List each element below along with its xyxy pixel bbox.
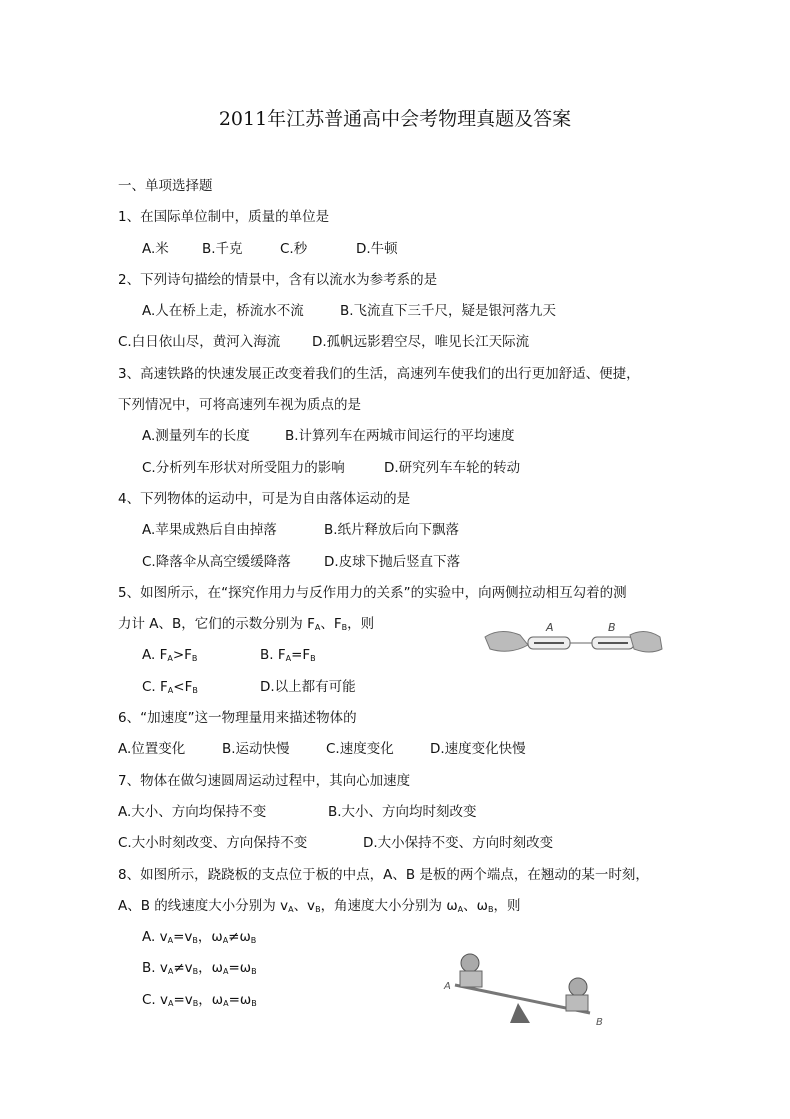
option-b: B.纸片释放后向下飘落 bbox=[324, 522, 460, 539]
spring-scale-figure bbox=[480, 615, 665, 665]
question-2-options-row2 bbox=[118, 327, 678, 358]
option-d: D.皮球下抛后竖直下落 bbox=[324, 553, 461, 570]
option-a: A.米 bbox=[142, 240, 169, 257]
question-2-options-row1 bbox=[118, 296, 678, 327]
question-8-stem-cont: A、B 的线速度大小分别为 $v_A$、$v_B$，角速度大小分别为 $\omega_A$、$\omega_B$，则 bbox=[118, 897, 521, 914]
right-hand-icon bbox=[630, 631, 662, 652]
option-d: D.大小保持不变、方向时刻改变 bbox=[363, 835, 554, 852]
option-c: C.降落伞从高空缓缓降落 bbox=[142, 553, 291, 570]
option-d: D.牛顿 bbox=[356, 240, 398, 257]
option-a: A.大小、方向均保持不变 bbox=[118, 803, 267, 820]
question-6-stem: 6、“加速度”这一物理量用来描述物体的 bbox=[118, 710, 357, 727]
question-6-options bbox=[118, 734, 678, 765]
question-2-stem: 2、下列诗句描绘的情景中，含有以流水为参考系的是 bbox=[118, 271, 438, 288]
question-1-stem: 1、在国际单位制中，质量的单位是 bbox=[118, 209, 330, 226]
figure-label-b: B bbox=[608, 621, 616, 634]
figure-label-b: B bbox=[596, 1017, 603, 1028]
child-a-icon bbox=[461, 954, 479, 972]
option-a: A.测量列车的长度 bbox=[142, 428, 250, 445]
question-4-stem: 4、下列物体的运动中，可是为自由落体运动的是 bbox=[118, 490, 411, 507]
figure-label-a: A bbox=[546, 621, 554, 634]
option-b: B.大小、方向均时刻改变 bbox=[328, 803, 477, 820]
question-4-options-row1 bbox=[118, 515, 678, 546]
question-7-stem: 7、物体在做匀速圆周运动过程中，其向心加速度 bbox=[118, 772, 411, 789]
option-c: C.秒 bbox=[280, 240, 308, 257]
question-list bbox=[118, 171, 678, 1016]
option-b: B. $v_A\ne v_B$，$\omega_A=\omega_B$ bbox=[142, 960, 257, 977]
question-5-stem-cont: 力计 A、B，它们的示数分别为 $F_A$、$F_B$，则 bbox=[118, 616, 375, 633]
option-a: A.位置变化 bbox=[118, 741, 186, 758]
option-d: D.孤帆远影碧空尽，唯见长江天际流 bbox=[312, 334, 530, 351]
option-c: C.速度变化 bbox=[326, 741, 394, 758]
question-3-options-row1 bbox=[118, 421, 678, 452]
seesaw-pivot bbox=[510, 1003, 530, 1023]
question-1-options bbox=[118, 234, 678, 265]
option-a: A. $F_A>F_B$ bbox=[142, 647, 198, 664]
option-a: A. $v_A=v_B$，$\omega_A\ne\omega_B$ bbox=[142, 929, 257, 946]
option-c: C.白日依山尽，黄河入海流 bbox=[118, 334, 281, 351]
option-b: B.运动快慢 bbox=[222, 741, 290, 758]
option-b: B.千克 bbox=[202, 240, 243, 257]
option-a: A.人在桥上走，桥流水不流 bbox=[142, 303, 304, 320]
question-5-options-row2 bbox=[118, 672, 678, 703]
option-c: C.分析列车形状对所受阻力的影响 bbox=[142, 459, 345, 476]
seesaw-figure bbox=[430, 945, 610, 1030]
option-b: B.计算列车在两城市间运行的平均速度 bbox=[285, 428, 515, 445]
question-7-options-row1 bbox=[118, 797, 678, 828]
question-3-stem: 3、高速铁路的快速发展正改变着我们的生活，高速列车使我们的出行更加舒适、便捷， bbox=[118, 365, 640, 382]
page-title: 2011年江苏普通高中会考物理真题及答案 bbox=[218, 108, 572, 130]
child-b-icon bbox=[569, 978, 587, 996]
option-b: B.飞流直下三千尺，疑是银河落九天 bbox=[340, 303, 557, 320]
option-c: C. $F_A<F_B$ bbox=[142, 678, 198, 695]
option-b: B. $F_A=F_B$ bbox=[260, 647, 316, 664]
question-7-options-row2 bbox=[118, 828, 678, 859]
option-a: A.苹果成熟后自由掉落 bbox=[142, 522, 277, 539]
option-c: C. $v_A=v_B$，$\omega_A=\omega_B$ bbox=[142, 991, 257, 1008]
question-4-options-row2 bbox=[118, 547, 678, 578]
question-5-stem: 5、如图所示，在“探究作用力与反作用力的关系”的实验中，向两侧拉动相互勾着的测 bbox=[118, 584, 627, 601]
option-d: D.以上都有可能 bbox=[260, 678, 356, 695]
option-d: D.速度变化快慢 bbox=[430, 741, 526, 758]
question-3-stem-cont: 下列情况中，可将高速列车视为质点的是 bbox=[118, 397, 361, 414]
question-3-options-row2 bbox=[118, 453, 678, 484]
figure-label-a: A bbox=[444, 981, 451, 992]
option-d: D.研究列车车轮的转动 bbox=[384, 459, 521, 476]
left-hand-icon bbox=[485, 631, 528, 651]
question-8-stem: 8、如图所示，跷跷板的支点位于板的中点，A、B 是板的两个端点，在翘动的某一时刻， bbox=[118, 866, 649, 883]
section-heading: 一、单项选择题 bbox=[118, 178, 213, 194]
option-c: C.大小时刻改变、方向保持不变 bbox=[118, 835, 308, 852]
